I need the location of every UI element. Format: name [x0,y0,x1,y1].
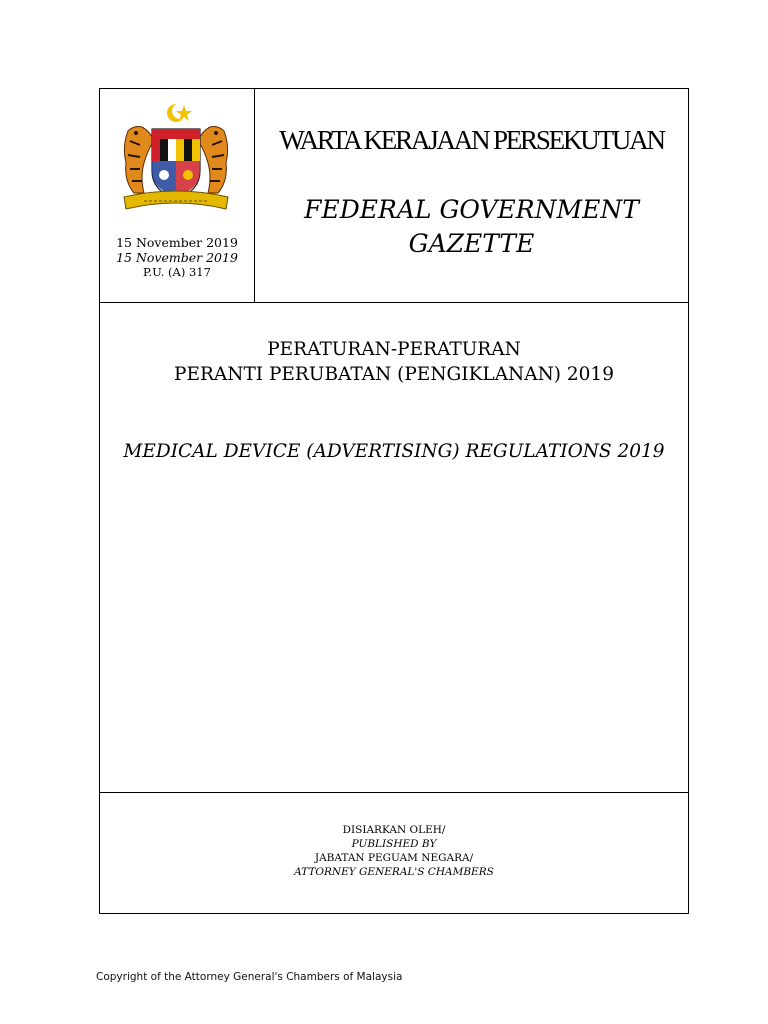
malay-gazette-title: WARTA KERAJAAN PERSEKUTUAN [279,125,664,155]
gazette-reference: P.U. (A) 317 [143,265,211,279]
agency-english: ATTORNEY GENERAL'S CHAMBERS [294,866,494,878]
gazette-header [100,89,688,303]
published-by-malay: DISIARKAN OLEH/ [342,824,446,836]
malay-regulation-line2: PERANTI PERUBATAN (PENGIKLANAN) 2019 [174,364,614,385]
english-regulation-title: MEDICAL DEVICE (ADVERTISING) REGULATIONS 2019 [123,441,665,462]
logo-cell [100,89,255,302]
date-malay: 15 November 2019 [116,235,238,250]
gazette-cover-frame [99,88,689,914]
english-gazette-title [255,193,688,261]
agency-malay: JABATAN PEGUAM NEGARA/ [314,852,474,864]
title-cell [255,89,688,302]
publisher-section [100,793,688,913]
malay-regulation-line1: PERATURAN-PERATURAN [267,339,521,360]
regulation-body [100,303,688,793]
date-english: 15 November 2019 [116,250,238,265]
malay-regulation-title [100,337,688,387]
english-title-line2: GAZETTE [408,229,535,258]
publisher-info [100,823,688,879]
copyright-notice: Copyright of the Attorney General's Chambers of Malaysia [96,971,403,983]
gazette-dates [100,235,254,280]
coat-of-arms-icon [114,101,238,219]
english-title-line1: FEDERAL GOVERNMENT [304,195,639,224]
published-by-english: PUBLISHED BY [351,838,437,850]
